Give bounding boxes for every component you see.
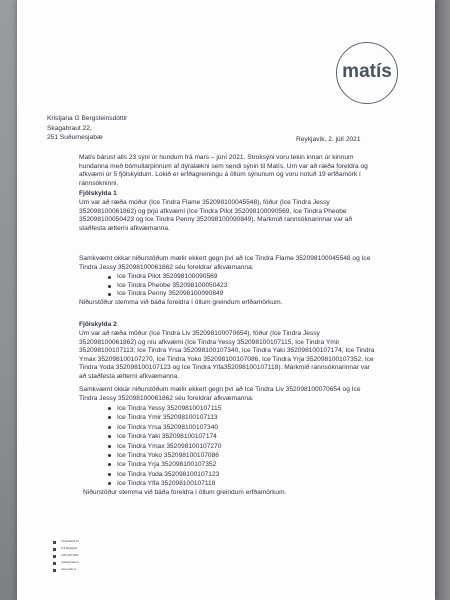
footer-line: 113 Reykjavík xyxy=(61,547,78,550)
family2-heading: Fjölskylda 2 xyxy=(79,321,117,328)
letter-page xyxy=(17,0,435,600)
footer-line: +354 422 5000 xyxy=(61,554,79,557)
list-item: Ice Tindra Ylfa 352098100107118 xyxy=(117,479,221,488)
family2-summary: Samkvæmt okkar niðurstöðum mælir ekkert gegn því að Ice Tindra Liv 352098100070654 og Ice Tindra Jessy 352098100061862 séu foreldrar afkvæmanna: xyxy=(79,386,361,402)
list-item: Ice Tindra Yoko 352098100107086 xyxy=(117,451,221,460)
letter-date: Reykjavík, 2. júlí 2021 xyxy=(296,136,361,143)
family2-offspring-list xyxy=(117,404,221,489)
list-item: Ice Tindra Ymir 352098100107113 xyxy=(117,413,221,422)
paper-shadow xyxy=(435,0,450,600)
list-item: Ice Tindra Pilot 352098100090569 xyxy=(117,273,227,282)
logo-text: matís xyxy=(342,61,392,82)
family1-summary: Samkvæmt okkar niðurstöðum mælir ekkert gegn því að Ice Tindra Flame 352098100045548 og Ice Tindra Jessy 352098100061862 séu foreldrar afkvæmanna: xyxy=(79,255,371,271)
address-line: Skagabraut 22, xyxy=(47,124,92,132)
web-icon xyxy=(53,569,56,572)
footer-line: www.matis.is xyxy=(61,568,76,571)
list-item: Ice Tindra Yoda 352098100107123 xyxy=(117,470,221,479)
list-item: Ice Tindra Yessy 352098100107115 xyxy=(117,405,222,412)
family2-text: Um var að ræða móður (Ice Tindra Liv 352098100070654), föður (Ice Tindra Jessy 352098100061862) og níu afkvæmi (Ice Tindra Yessy 352098100107115, Ice Tindra Ymir 352098100107113, Ice Tindra Yrsa 352098100107340, Ice Tindra Yaki 352098100107174, Ice Tindra Ymax 352098100107270, Ice Tindra Yoko 352098100107086, Ice Tindra Yrja 352098100107352, Ice Tindra Yoda 352098100107123 og Ice Tindra Ylfa352098100107118). Markmið rannsóknarinnar var að staðfesta ætterni afkvæmanna. xyxy=(79,330,375,380)
email-icon xyxy=(53,562,56,565)
family1-text: Um var að ræða móður (Ice Tindra Flame 352098100045548), föður (Ice Tindra Jessy 352098100061862) og þrjú afkvæmi (Ice Tindra Pilot 352098100090569, Ice Tindra Pheobe 352098100050423 og Ice Tindra Penny 352098100090849). Markmið rannsóknarinnar var að staðfesta ætterni afkvæmanna. xyxy=(79,199,353,232)
list-item: Ice Tindra Yaki 352098100107174 xyxy=(117,432,221,441)
list-item: Ice Tindra Ymax 352098100107270 xyxy=(117,442,222,450)
recipient-address xyxy=(47,114,127,143)
building-icon xyxy=(53,548,56,551)
family1-heading: Fjölskylda 1 xyxy=(79,190,117,197)
list-item: Ice Tindra Yrsa 352098100107340 xyxy=(117,423,221,432)
family1-offspring-list xyxy=(117,273,227,299)
list-item: Ice Tindra Pheobe 352098100050423 xyxy=(117,281,228,289)
intro-paragraph: Matís bárust alls 23 sýni úr hundum frá mars – júní 2021. Stroksýni voru tekin innan úr kinnum hundanna með bómullarpinnum af dýralækni sem sendi sýnin til Matís. Um var að ræða foreldra og afkvæmi úr 5 fjölskyldum. Lokið er erfðagreiningu á öllum sýnunum og voru notuð 19 erfðamörk í rannsókninni. xyxy=(79,154,368,187)
list-item: Ice Tindra Penny 352098100090849 xyxy=(117,290,227,299)
footer-line: Vínlandsleið 12 xyxy=(61,540,79,543)
footer-line: matis@matis.is xyxy=(61,561,79,564)
location-icon xyxy=(53,541,56,544)
matis-logo xyxy=(336,42,398,104)
phone-icon xyxy=(53,555,56,558)
family1-conclusion: Niðurstöður stemma við báða foreldra í öllum greindum erfðamörkum. xyxy=(79,299,283,306)
address-line: Kristjana G Bergsteinsdóttir xyxy=(47,115,128,122)
address-line: 251 Suðurnesjabæ xyxy=(47,134,103,142)
list-item: Ice Tindra Yrja 352098100107352 xyxy=(117,460,221,469)
family2-conclusion: Niðurstöður stemma við báða foreldra í öllum greindum erfðamörkum. xyxy=(83,489,287,496)
